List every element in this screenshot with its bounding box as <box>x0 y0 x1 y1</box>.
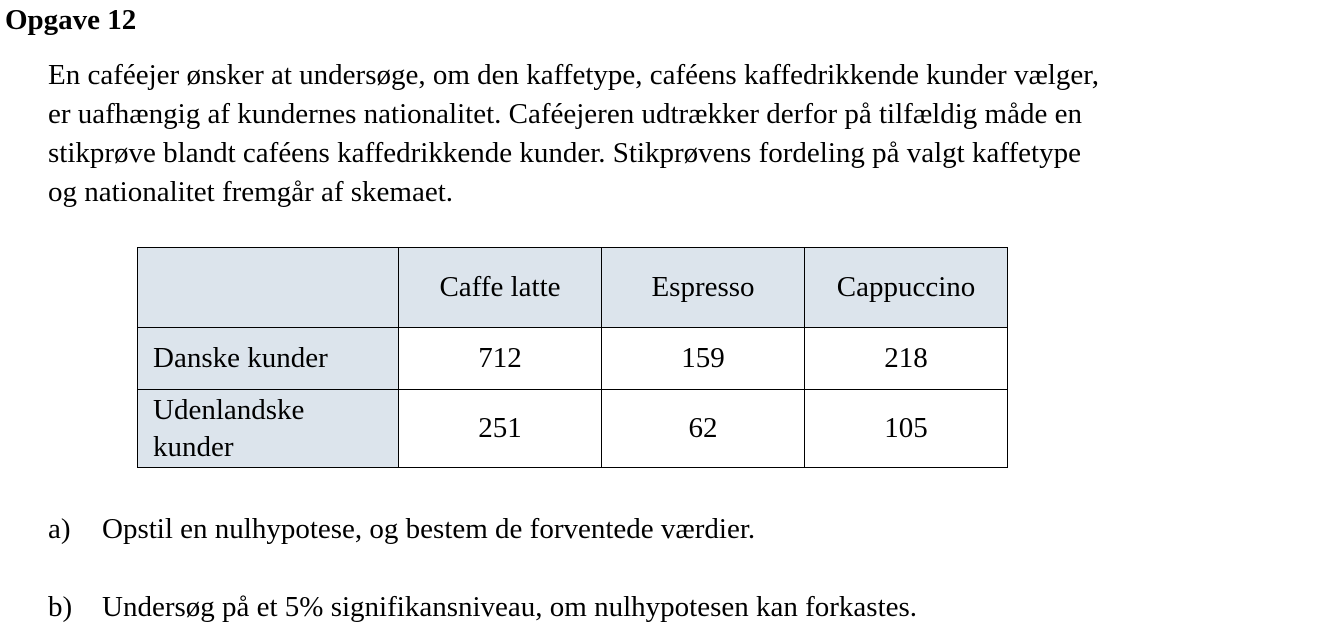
table-cell: 62 <box>602 390 805 468</box>
table-cell: 159 <box>602 328 805 390</box>
question-text: Undersøg på et 5% signifikansniveau, om nulhypotesen kan forkastes. <box>102 591 918 623</box>
row-header-line: Udenlandske <box>153 393 305 426</box>
intro-line: er uafhængig af kundernes nationalitet. Caféejeren udtrækker derfor på tilfældig måde en <box>48 98 1082 130</box>
question-b <box>48 589 917 625</box>
table-row <box>138 390 1008 468</box>
question-letter: b) <box>48 591 73 623</box>
row-header-udenlandske-kunder <box>138 390 399 468</box>
intro-line: stikprøve blandt caféens kaffedrikkende kunder. Stikprøvens fordeling på valgt kaffetype <box>48 137 1081 169</box>
intro-paragraph <box>48 56 1313 212</box>
table-corner-cell <box>138 248 399 328</box>
column-header-cappuccino: Cappuccino <box>805 248 1008 328</box>
intro-line: En caféejer ønsker at undersøge, om den kaffetype, caféens kaffedrikkende kunder vælger, <box>48 59 1099 91</box>
table-cell: 712 <box>399 328 602 390</box>
table-cell: 105 <box>805 390 1008 468</box>
exercise-title: Opgave 12 <box>5 4 137 36</box>
row-header-danske-kunder <box>138 328 399 390</box>
table-row <box>138 328 1008 390</box>
question-a <box>48 511 755 547</box>
row-header-line: Danske kunder <box>153 342 328 374</box>
question-text: Opstil en nulhypotese, og bestem de forventede værdier. <box>102 513 756 545</box>
column-header-caffe-latte: Caffe latte <box>399 248 602 328</box>
row-header-line: kunder <box>153 430 234 463</box>
frequency-table <box>137 247 1008 468</box>
table-cell: 251 <box>399 390 602 468</box>
question-letter: a) <box>48 513 71 545</box>
column-header-espresso: Espresso <box>602 248 805 328</box>
table-header-row <box>138 248 1008 328</box>
intro-line: og nationalitet fremgår af skemaet. <box>48 176 454 208</box>
table-cell: 218 <box>805 328 1008 390</box>
